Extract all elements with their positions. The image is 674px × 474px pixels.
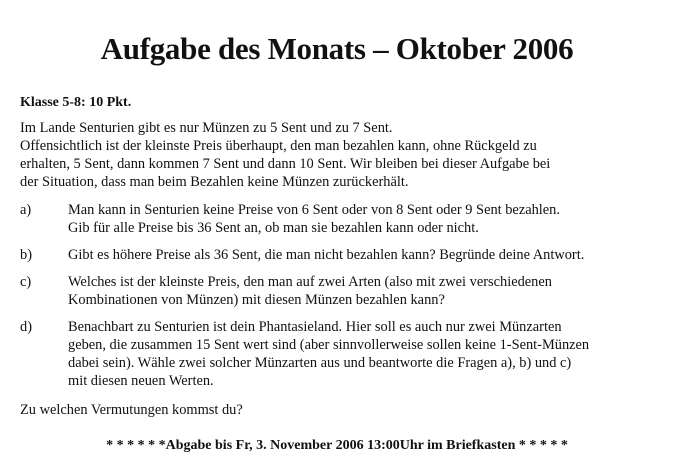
task-line: Welches ist der kleinste Preis, den man auf zwei Arten (also mit zwei verschiedenen <box>68 274 552 290</box>
task-marker: c) <box>20 274 32 290</box>
task-marker: d) <box>20 319 32 335</box>
task-marker: b) <box>20 247 32 263</box>
task-line: Kombinationen von Münzen) mit diesen Münzen bezahlen kann? <box>68 292 445 308</box>
task-line: dabei sein). Wähle zwei solcher Münzarten aus und beantworte die Fragen a), b) und c) <box>68 355 572 371</box>
intro-line: Im Lande Senturien gibt es nur Münzen zu 5 Sent und zu 7 Sent. <box>20 120 393 136</box>
intro-line: der Situation, dass man beim Bezahlen keine Münzen zurückerhält. <box>20 174 409 190</box>
task-line: Man kann in Senturien keine Preise von 6 Sent oder von 8 Sent oder 9 Sent bezahlen. <box>68 202 560 218</box>
task-marker: a) <box>20 202 32 218</box>
task-line: Gibt es höhere Preise als 36 Sent, die man nicht bezahlen kann? Begründe deine Antwort. <box>68 247 585 263</box>
closing-question: Zu welchen Vermutungen kommst du? <box>20 402 243 418</box>
task-line: geben, die zusammen 15 Sent wert sind (aber sinnvollerweise sollen keine 1-Sent-Münzen <box>68 337 590 353</box>
intro-line: erhalten, 5 Sent, dann kommen 7 Sent und dann 10 Sent. Wir bleiben bei dieser Aufgabe bei <box>20 156 551 172</box>
task-body <box>68 246 668 264</box>
task-body <box>68 318 668 390</box>
intro-line: Offensichtlich ist der kleinste Preis überhaupt, den man bezahlen kann, ohne Rückgeld zu <box>20 138 537 154</box>
intro-paragraph <box>20 119 660 191</box>
task-line: Gib für alle Preise bis 36 Sent an, ob man sie bezahlen kann oder nicht. <box>68 220 479 236</box>
task-body <box>68 273 668 309</box>
grade-points-label: Klasse 5-8: 10 Pkt. <box>20 95 132 110</box>
task-body <box>68 201 668 237</box>
task-line: mit diesen neuen Werten. <box>68 373 214 389</box>
deadline-notice: * * * * * *Abgabe bis Fr, 3. November 2006 13:00Uhr im Briefkasten * * * * * <box>106 438 568 453</box>
page-title: Aufgabe des Monats – Oktober 2006 <box>100 31 574 66</box>
task-line: Benachbart zu Senturien ist dein Phantasieland. Hier soll es auch nur zwei Münzarten <box>68 319 562 335</box>
